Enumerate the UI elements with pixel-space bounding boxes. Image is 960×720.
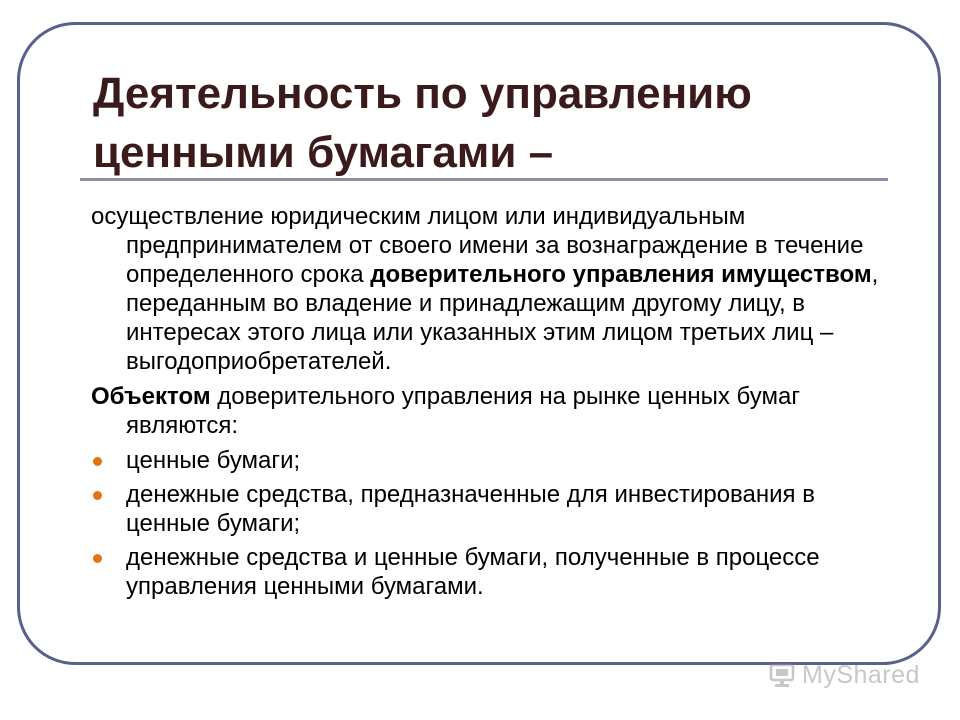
object-bullet-list — [91, 446, 891, 601]
definition-tail: , переданным во владение и принадлежащим другому лицу, в интересах этого лица или указанных этим лицом третьих лиц – выгодоприобретателей. — [126, 261, 879, 375]
definition-paragraph — [91, 202, 891, 376]
bullet-dot-icon — [93, 491, 102, 500]
object-rest: доверительного управления на рынке ценных бумаг являются: — [126, 383, 801, 439]
object-bold-term: Объектом — [91, 383, 211, 410]
list-item — [91, 446, 891, 475]
list-item-text: ценные бумаги; — [126, 447, 301, 474]
slide-body — [91, 202, 891, 606]
watermark-text: MyShared — [802, 660, 920, 689]
slide-title — [93, 64, 883, 182]
definition-lead: осуществление юридическим лицом или индивидуальным предпринимателем от своего имени за вознаграждение в течение определенного срока — [91, 203, 864, 288]
bullet-dot-icon — [93, 554, 102, 563]
title-divider — [80, 178, 888, 181]
bullet-dot-icon — [93, 457, 102, 466]
list-item-text: денежные средства и ценные бумаги, полученные в процессе управления ценными бумагами. — [126, 544, 820, 600]
myshared-logo-icon — [768, 661, 796, 689]
list-item — [91, 480, 891, 538]
object-paragraph — [91, 382, 891, 440]
watermark — [768, 655, 920, 695]
definition-bold-term: доверительного управления имуществом — [370, 261, 872, 288]
slide-title-line-2: ценными бумагами – — [93, 128, 554, 177]
list-item-text: денежные средства, предназначенные для инвестирования в ценные бумаги; — [126, 481, 815, 537]
list-item — [91, 543, 891, 601]
slide-title-line-1: Деятельность по управлению — [93, 69, 752, 118]
